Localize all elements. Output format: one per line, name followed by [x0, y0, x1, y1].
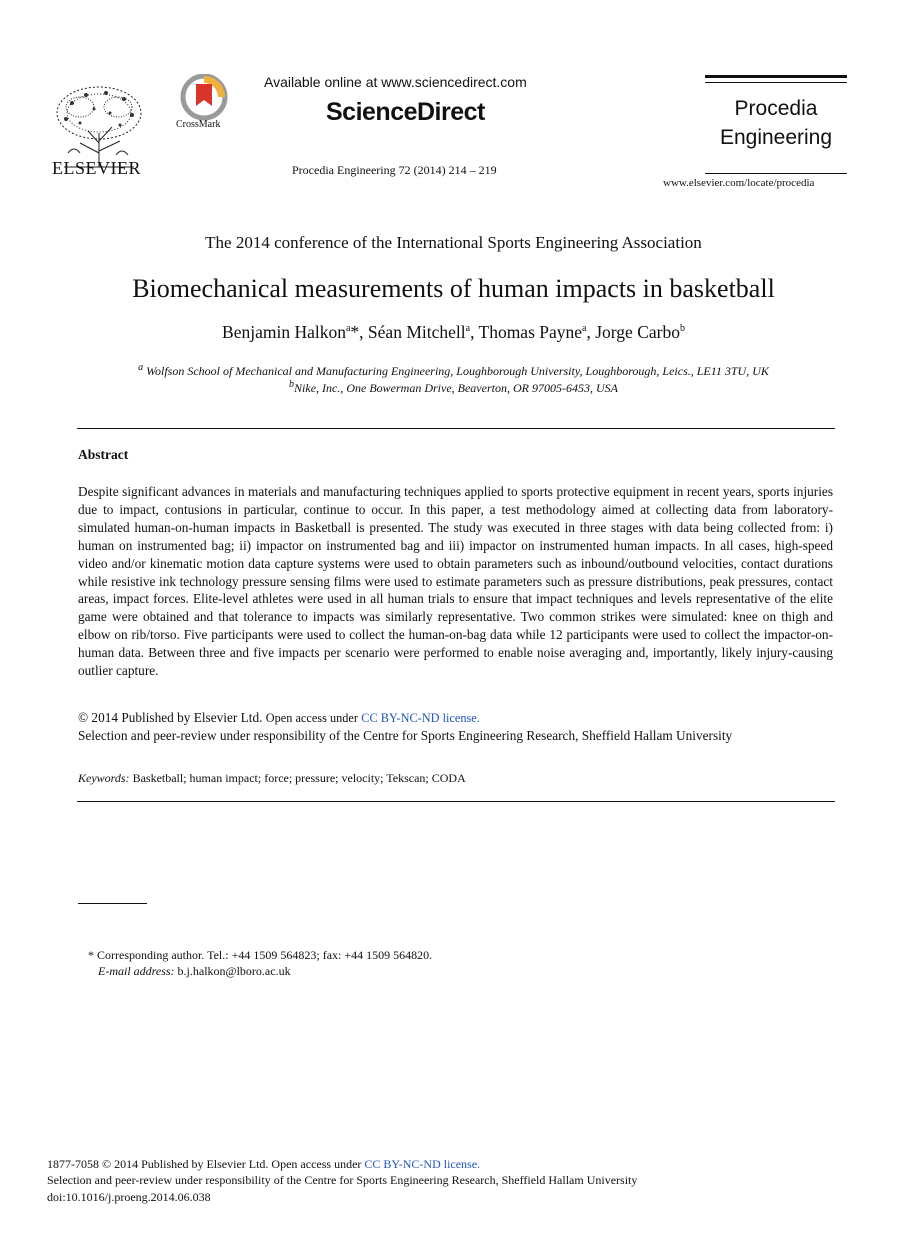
abstract-top-rule [77, 428, 835, 429]
author-name: Séan Mitchell [367, 322, 466, 342]
affiliation-b [0, 381, 907, 396]
open-access-text: Open access under [265, 711, 358, 725]
author-separator: , [586, 322, 596, 342]
journal-name-line2: Engineering [719, 126, 833, 149]
author-name: Jorge Carbo [595, 322, 680, 342]
corresponding-author-note: * Corresponding author. Tel.: +44 1509 564823; fax: +44 1509 564820. [88, 948, 433, 962]
abstract-heading: Abstract [78, 447, 129, 462]
copyright-line [78, 710, 480, 726]
keywords-line [78, 771, 466, 786]
author-affiliation-sup: b [679, 323, 685, 335]
affiliation-sup: b [289, 379, 295, 390]
available-online-text: Available online at www.sciencedirect.com [264, 74, 527, 90]
publisher-wordmark: ELSEVIER [52, 158, 141, 178]
affiliation-text: Nike, Inc., One Bowerman Drive, Beaverton, OR 97005-6453, USA [294, 381, 618, 395]
footer-issn-copyright: 1877-7058 © 2014 Published by Elsevier Ltd. Open access under [47, 1157, 362, 1171]
keywords-label: Keywords: [78, 771, 130, 785]
article-title: Biomechanical measurements of human impacts in basketball [132, 274, 775, 303]
journal-citation: Procedia Engineering 72 (2014) 214 – 219 [292, 163, 497, 177]
footer-peer-review: Selection and peer-review under responsibility of the Centre for Sports Engineering Research, Sheffield Hallam University [47, 1173, 638, 1187]
journal-rule-top-thin [705, 82, 847, 83]
keywords-list: Basketball; human impact; force; pressure; velocity; Tekscan; CODA [132, 771, 466, 785]
journal-name-line1: Procedia [734, 97, 818, 120]
copyright-text: © 2014 Published by Elsevier Ltd. [78, 710, 263, 725]
email-label: E-mail address: [98, 964, 175, 978]
footer-license-link[interactable]: CC BY-NC-ND license. [364, 1157, 481, 1171]
author-separator: *, [350, 322, 368, 342]
footnote-rule [78, 903, 147, 904]
author-separator: , [470, 322, 479, 342]
footer-issn-line [47, 1157, 480, 1172]
email-address[interactable]: b.j.halkon@lboro.ac.uk [177, 964, 291, 978]
sciencedirect-wordmark: ScienceDirect [326, 98, 485, 126]
affiliation-a [0, 364, 907, 379]
crossmark-label: CrossMark [176, 119, 221, 130]
author-name: Thomas Payne [478, 322, 583, 342]
journal-rule-top [705, 75, 847, 78]
affiliation-sup: a [138, 362, 144, 373]
author-affiliation-sup: a [345, 323, 351, 335]
footer-doi[interactable]: doi:10.1016/j.proeng.2014.06.038 [47, 1190, 211, 1204]
journal-rule-bottom [705, 173, 847, 174]
affiliation-text: Wolfson School of Mechanical and Manufacturing Engineering, Loughborough University, Loughborough, Leics., LE11 3TU, UK [146, 364, 769, 378]
license-link[interactable]: CC BY-NC-ND license. [361, 711, 480, 725]
conference-name: The 2014 conference of the International Sports Engineering Association [205, 233, 702, 252]
author-name: Benjamin Halkon [222, 322, 346, 342]
author-affiliation-sup: a [465, 323, 471, 335]
author-affiliation-sup: a [582, 323, 587, 335]
journal-name [705, 94, 847, 152]
journal-url-link[interactable]: www.elsevier.com/locate/procedia [663, 177, 815, 189]
abstract-bottom-rule [77, 801, 835, 802]
author-list [0, 322, 907, 343]
email-line [98, 964, 291, 979]
abstract-body: Despite significant advances in materials and manufacturing techniques applied to sports protective equipment in recent years, sports injuries due to impact, contusions in particular, continue to occur. In this paper, a test methodology aimed at collecting data from laboratory-simulated human-on-human impacts in Basketball is presented. The study was executed in three stages with data being collected from: i) human on instrumented bag; ii) impactor on instrumented bag and iii) impactor on instrumented human impacts. In all cases, high-speed video and/or kinematic motion data capture systems were used to obtain parameters such as inbound/outbound velocities, contact durations while resistive ink technology pressure sensing films were used to estimate parameters such as pressure distributions, peak pressures, contact areas, impact forces. Elite-level athletes were used in all human trials to ensure that impact techniques and levels representative of the elite game were obtained and that tolerance to impacts was similarly representative. Two common strikes were simulated: knee on thigh and elbow on rib/torso. Five participants were used to collect the human-on-bag data while 12 participants were used to collect the impactor-on-human data. Between three and five impacts per scenario were performed to enable noise averaging and, importantly, likely injury-causing outlier capture. [78, 484, 833, 679]
peer-review-statement: Selection and peer-review under responsibility of the Centre for Sports Engineering Research, Sheffield Hallam University [78, 728, 733, 743]
